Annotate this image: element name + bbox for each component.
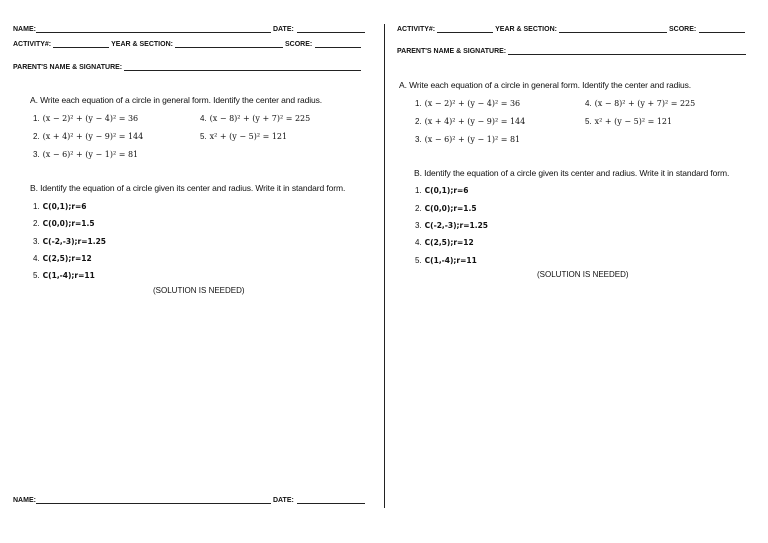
right-section-a-item-5: 5. x² + (y − 5)² = 121 — [585, 117, 673, 126]
right-activity-row — [397, 26, 745, 33]
activity-line — [53, 42, 109, 48]
section-a-item-3: 3. (x − 6)² + (y − 1)² = 81 — [33, 150, 139, 159]
right-section-a-item-3: 3. (x − 6)² + (y − 1)² = 81 — [415, 135, 521, 144]
name-label: NAME: — [13, 26, 36, 33]
year-section-line — [175, 42, 283, 48]
right-section-a-item-4: 4. (x − 8)² + (y + 7)² = 225 — [585, 99, 696, 108]
section-b-item-1: 1. C(0,1);r=6 — [33, 202, 87, 211]
right-solution-note: (SOLUTION IS NEEDED) — [537, 270, 629, 279]
date-line — [297, 27, 365, 33]
bottom-name-line — [36, 498, 271, 504]
activity-label: ACTIVITY#: — [13, 41, 52, 48]
right-year-section-label: YEAR & SECTION: — [495, 26, 557, 33]
parent-row — [13, 64, 361, 71]
right-section-b-item-1: 1. C(0,1);r=6 — [415, 186, 469, 195]
section-a-instruction: A. Write each equation of a circle in general form. Identify the center and radius. — [30, 95, 323, 105]
right-section-a-item-1: 1. (x − 2)² + (y − 4)² = 36 — [415, 99, 521, 108]
name-date-row — [13, 26, 365, 33]
parent-label: PARENT'S NAME & SIGNATURE: — [13, 64, 123, 71]
right-score-label: SCORE: — [668, 26, 697, 33]
right-section-b-item-3: 3. C(-2,-3);r=1.25 — [415, 221, 489, 230]
section-a-item-4: 4. (x − 8)² + (y + 7)² = 225 — [200, 114, 311, 123]
name-line — [36, 27, 271, 33]
bottom-name-label: NAME: — [13, 497, 36, 504]
right-parent-line — [508, 49, 746, 55]
parent-line — [124, 65, 361, 71]
right-section-b-item-4: 4. C(2,5);r=12 — [415, 238, 474, 247]
bottom-date-label: DATE: — [272, 497, 294, 504]
score-line — [315, 42, 361, 48]
date-label: DATE: — [272, 26, 294, 33]
right-parent-label: PARENT'S NAME & SIGNATURE: — [397, 48, 507, 55]
section-a-item-2: 2. (x + 4)² + (y − 9)² = 144 — [33, 132, 144, 141]
section-b-item-4: 4. C(2,5);r=12 — [33, 254, 92, 263]
section-b-item-2: 2. C(0,0);r=1.5 — [33, 219, 95, 228]
right-section-b-item-2: 2. C(0,0);r=1.5 — [415, 204, 477, 213]
right-year-section-line — [559, 27, 667, 33]
year-section-label: YEAR & SECTION: — [111, 41, 173, 48]
section-b-instruction: B. Identify the equation of a circle given its center and radius. Write it in standard form. — [30, 183, 346, 193]
score-label: SCORE: — [284, 41, 313, 48]
column-divider — [384, 24, 385, 508]
right-section-b-item-5: 5. C(1,-4);r=11 — [415, 256, 477, 265]
section-a-item-1: 1. (x − 2)² + (y − 4)² = 36 — [33, 114, 139, 123]
section-b-item-3: 3. C(-2,-3);r=1.25 — [33, 237, 107, 246]
section-a-item-5: 5. x² + (y − 5)² = 121 — [200, 132, 288, 141]
right-section-a-instruction: A. Write each equation of a circle in general form. Identify the center and radius. — [399, 80, 692, 90]
section-b-item-5: 5. C(1,-4);r=11 — [33, 271, 95, 280]
right-section-b-instruction: B. Identify the equation of a circle given its center and radius. Write it in standard form. — [414, 168, 730, 178]
solution-note: (SOLUTION IS NEEDED) — [153, 286, 245, 295]
right-section-a-item-2: 2. (x + 4)² + (y − 9)² = 144 — [415, 117, 526, 126]
activity-row — [13, 41, 361, 48]
right-parent-row — [397, 48, 746, 55]
bottom-name-date-row — [13, 497, 365, 504]
right-activity-label: ACTIVITY#: — [397, 26, 436, 33]
bottom-date-line — [297, 498, 365, 504]
right-score-line — [699, 27, 745, 33]
right-activity-line — [437, 27, 493, 33]
